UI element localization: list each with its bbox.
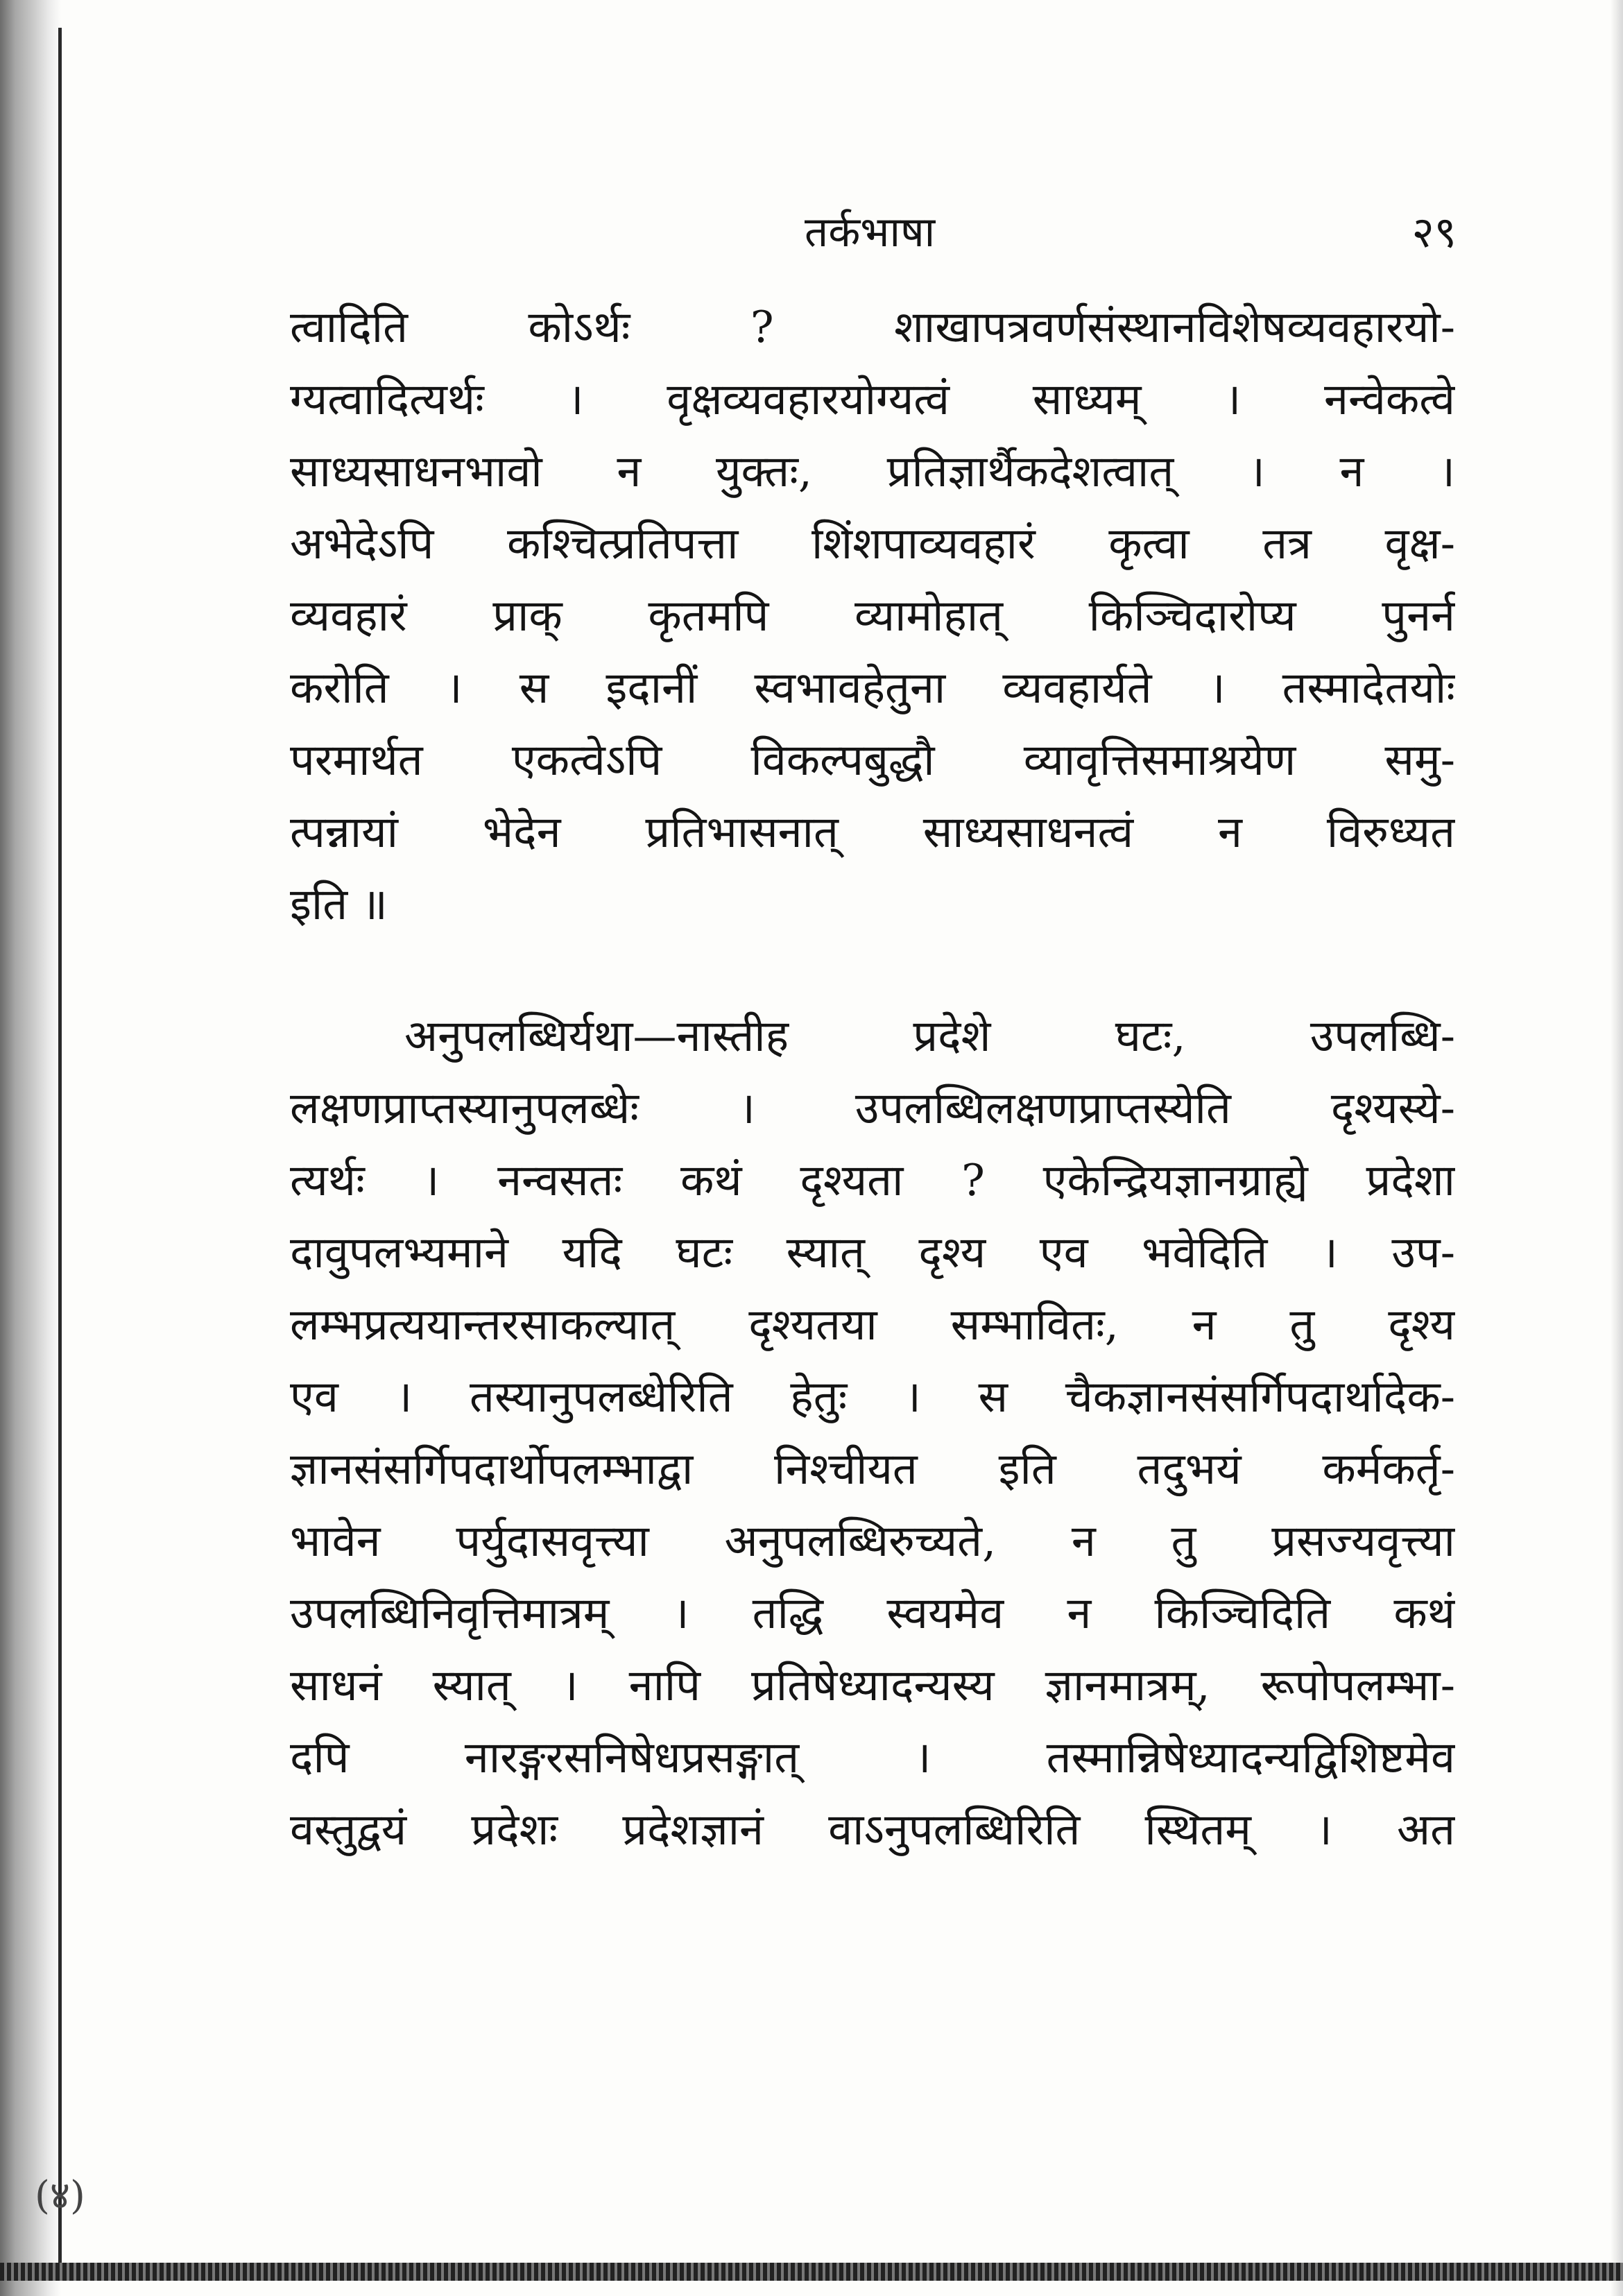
text-line: वस्तुद्वयं प्रदेशः प्रदेशज्ञानं वाऽनुपलब्धिरिति स्थितम् । अत	[290, 1804, 1455, 1855]
text-line: व्यवहारं प्राक् कृतमपि व्यामोहात् किञ्चिदारोप्य पुनर्न	[290, 590, 1455, 641]
margin-note: (४)	[35, 2173, 85, 2218]
binding-line	[58, 28, 62, 2268]
paragraph-gap	[290, 941, 1455, 1000]
text-line: साधनं स्यात् । नापि प्रतिषेध्यादन्यस्य ज्ञानमात्रम्, रूपोपलम्भा-	[290, 1660, 1455, 1711]
running-title: तर्कभाषा	[805, 208, 936, 257]
paragraph-2	[290, 1000, 1455, 1866]
text-line: साध्यसाधनभावो न युक्तः, प्रतिज्ञार्थैकदेशत्वात् । न ।	[290, 446, 1455, 497]
text-line: एव । तस्यानुपलब्धेरिति हेतुः । स चैकज्ञानसंसर्गिपदार्थादेक-	[290, 1371, 1455, 1422]
text-line: त्यर्थः । नन्वसतः कथं दृश्यता ? एकेन्द्रियज्ञानग्राह्ये प्रदेशा	[290, 1155, 1455, 1206]
text-line: करोति । स इदानीं स्वभावहेतुना व्यवहार्यते । तस्मादेतयोः	[290, 662, 1455, 713]
text-line: दावुपलभ्यमाने यदि घटः स्यात् दृश्य एव भवेदिति । उप-	[290, 1227, 1455, 1278]
text-line: उपलब्धिनिवृत्तिमात्रम् । तद्धि स्वयमेव न किञ्चिदिति कथं	[290, 1588, 1455, 1638]
text-line: लक्षणप्राप्तस्यानुपलब्धेः । उपलब्धिलक्षणप्राप्तस्येति दृश्यस्ये-	[290, 1083, 1455, 1133]
page-number: २९	[1411, 207, 1457, 257]
binding-edge	[0, 0, 61, 2296]
text-line: त्पन्नायां भेदेन प्रतिभासनात् साध्यसाधनत्वं न विरुध्यत	[290, 807, 1455, 857]
text-line: त्वादिति कोऽर्थः ? शाखापत्रवर्णसंस्थानविशेषव्यवहारयो-	[290, 302, 1455, 352]
text-line: ज्ञानसंसर्गिपदार्थोपलम्भाद्वा निश्चीयत इति तदुभयं कर्मकर्तृ-	[290, 1443, 1455, 1494]
text-line: लम्भप्रत्ययान्तरसाकल्यात् दृश्यतया सम्भावितः, न तु दृश्य	[290, 1299, 1455, 1350]
text-line: ग्यत्वादित्यर्थः । वृक्षव्यवहारयोग्यत्वं साध्यम् । नन्वेकत्वे	[290, 374, 1455, 425]
body-text	[290, 291, 1455, 1866]
page-header	[277, 201, 1457, 264]
text-line: इति ॥	[290, 879, 388, 929]
text-line: दपि नारङ्गरसनिषेधप्रसङ्गात् । तस्मान्निषेध्यादन्यद्विशिष्टमेव	[290, 1732, 1455, 1783]
text-line: अनुपलब्धिर्यथा—नास्तीह प्रदेशे घटः, उपलब्धि-	[404, 1011, 1455, 1061]
text-line: अभेदेऽपि कश्चित्प्रतिपत्ता शिंशपाव्यवहारं कृत्वा तत्र वृक्ष-	[290, 518, 1455, 569]
paragraph-1	[290, 291, 1455, 941]
text-line: भावेन पर्युदासवृत्त्या अनुपलब्धिरुच्यते, न तु प्रसज्यवृत्त्या	[290, 1516, 1455, 1566]
text-line: परमार्थत एकत्वेऽपि विकल्पबुद्धौ व्यावृत्तिसमाश्रयेण समु-	[290, 735, 1455, 785]
page-right-edge	[1611, 0, 1623, 2296]
bottom-scan-border	[0, 2263, 1623, 2281]
